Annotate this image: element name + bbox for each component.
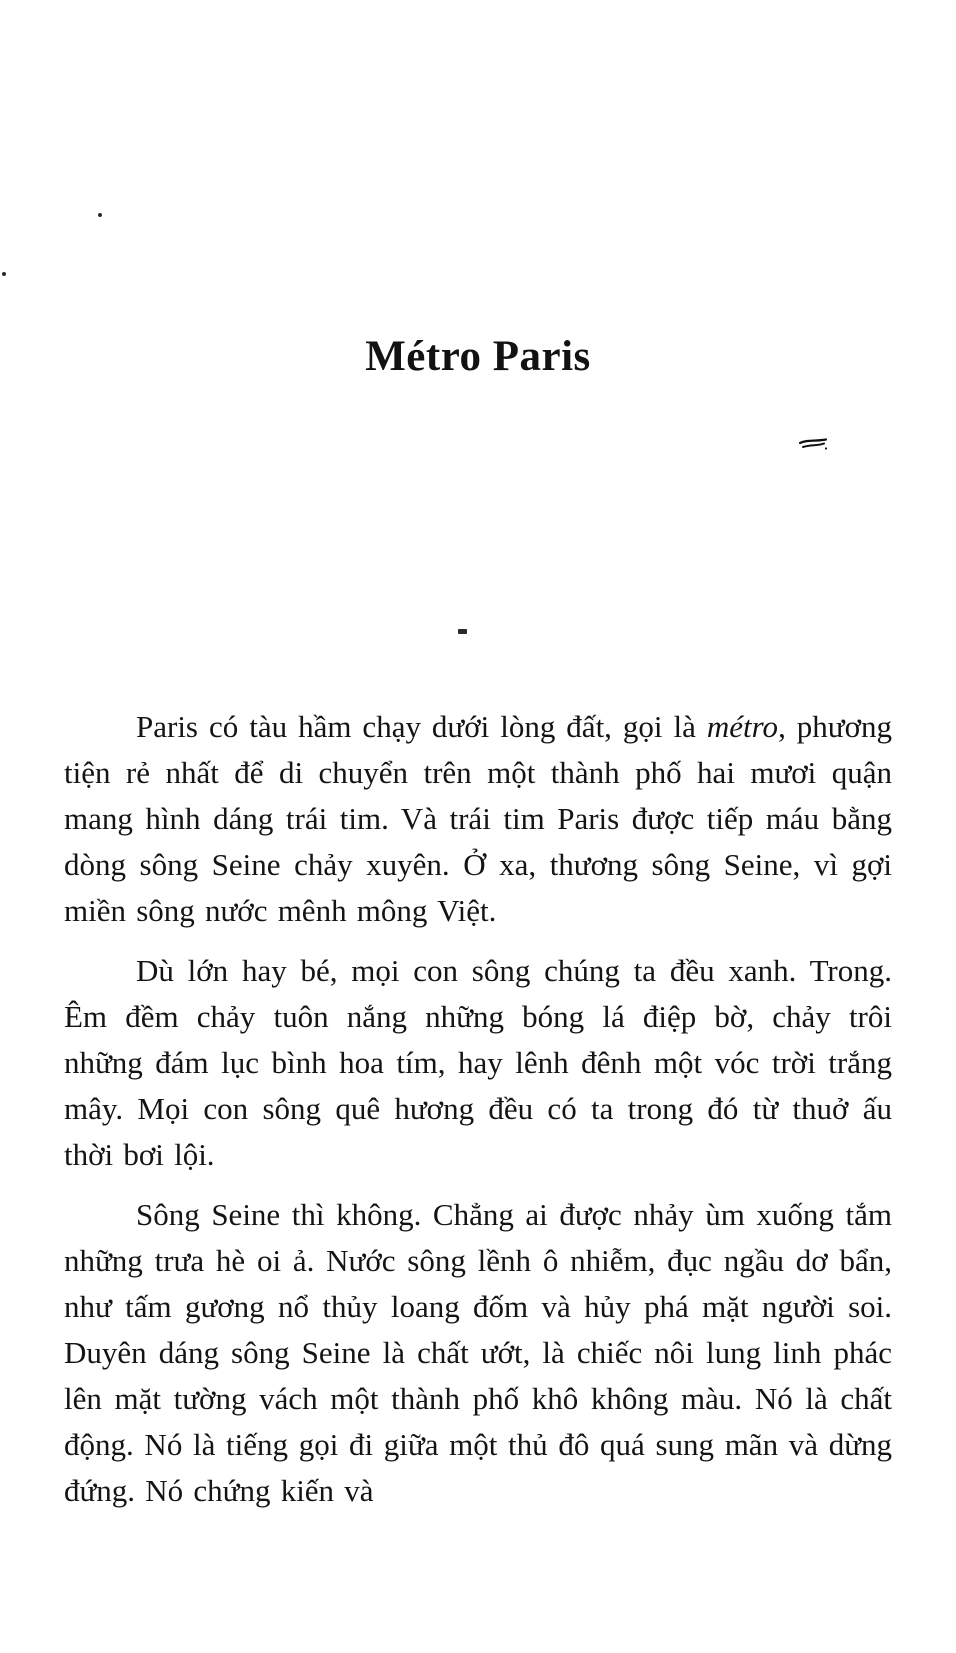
chapter-body xyxy=(64,704,892,1528)
paragraph xyxy=(64,704,892,934)
italic-text-run: métro xyxy=(706,709,779,744)
scan-speck xyxy=(98,213,102,217)
text-run: Paris có tàu hầm chạy dưới lòng đất, gọi là xyxy=(136,709,707,744)
text-run: , phương tiện rẻ nhất để di chuyển trên một thành phố hai mươi quận mang hình dáng trái tim. Và trái tim Paris được tiếp máu bằng dòng sông Seine chảy xuyên. Ở xa, thương sông Seine, vì gợi miền sông nước mênh mông Việt. xyxy=(64,709,892,928)
scan-speck xyxy=(2,272,6,276)
scan-speck xyxy=(458,629,467,634)
decorative-squiggle-icon xyxy=(798,435,828,453)
text-run: Sông Seine thì không. Chẳng ai được nhảy ùm xuống tắm những trưa hè oi ả. Nước sông lềnh ô nhiễm, đục ngầu dơ bẩn, như tấm gương nổ thủy loang đốm và hủy phá mặt người soi. Duyên dáng sông Seine là chất ướt, là chiếc nôi lung linh phác lên mặt tường vách một thành phố khô không màu. Nó là chất động. Nó là tiếng gọi đi giữa một thủ đô quá sung mãn và dừng đứng. Nó chứng kiến và xyxy=(64,1197,892,1508)
paragraph xyxy=(64,1192,892,1514)
text-run: Dù lớn hay bé, mọi con sông chúng ta đều xanh. Trong. Êm đềm chảy tuôn nắng những bóng lá điệp bờ, chảy trôi những đám lục bình hoa tím, hay lênh đênh một vóc trời trắng mây. Mọi con sông quê hương đều có ta trong đó từ thuở ấu thời bơi lội. xyxy=(64,953,892,1172)
paragraph xyxy=(64,948,892,1178)
chapter-title: Métro Paris xyxy=(365,333,591,380)
